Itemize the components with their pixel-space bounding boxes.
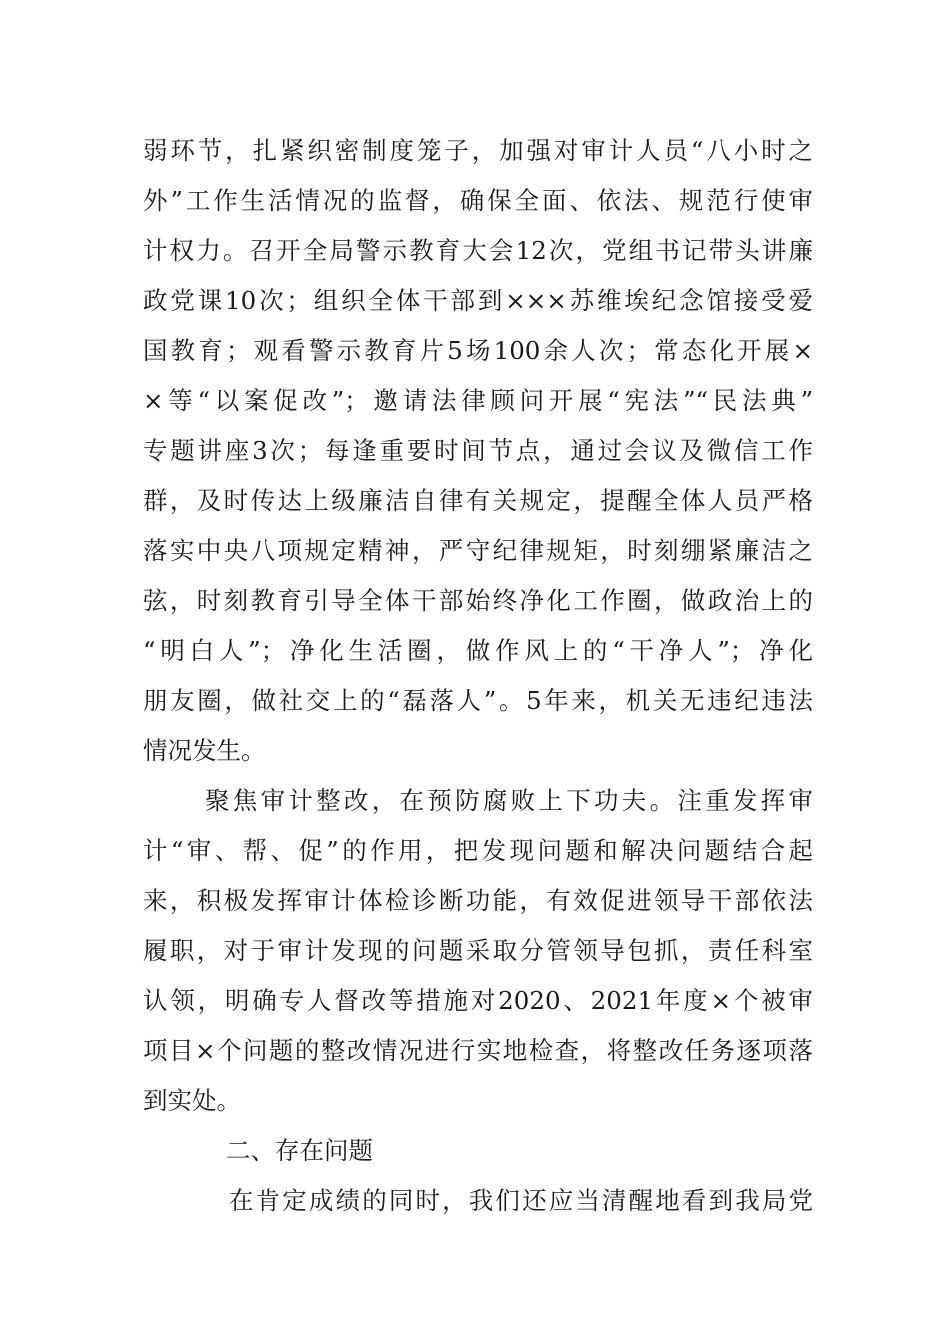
text-line: 政党课10次；组织全体干部到×××苏维埃纪念馆接受爱 bbox=[143, 286, 813, 315]
paragraph-1 bbox=[143, 126, 813, 776]
paragraph-2 bbox=[143, 776, 813, 1126]
text-line: 项目×个问题的整改情况进行实地检查，将整改任务逐项落 bbox=[143, 1036, 813, 1065]
text-line: 认领，明确专人督改等措施对2020、2021年度×个被审 bbox=[143, 986, 813, 1015]
text-line: 履职，对于审计发现的问题采取分管领导包抓，责任科室 bbox=[143, 936, 813, 965]
text-line: 落实中央八项规定精神，严守纪律规矩，时刻绷紧廉洁之 bbox=[143, 536, 813, 565]
text-line: 聚焦审计整改，在预防腐败上下功夫。注重发挥审 bbox=[205, 786, 813, 815]
text-line: 朋友圈，做社交上的“磊落人”。5年来，机关无违纪违法 bbox=[143, 686, 813, 715]
text-line: ×等“以案促改”；邀请法律顾问开展“宪法”“民法典” bbox=[143, 386, 813, 415]
text-line: 计权力。召开全局警示教育大会12次，党组书记带头讲廉 bbox=[143, 236, 813, 265]
heading-text: 二、存在问题 bbox=[226, 1136, 373, 1165]
section-heading bbox=[143, 1126, 813, 1176]
text-line: 弦，时刻教育引导全体干部始终净化工作圈，做政治上的 bbox=[143, 586, 813, 615]
text-line: 国教育；观看警示教育片5场100余人次；常态化开展× bbox=[143, 336, 813, 365]
text-line: 群，及时传达上级廉洁自律有关规定，提醒全体人员严格 bbox=[143, 486, 813, 515]
text-line: 专题讲座3次；每逢重要时间节点，通过会议及微信工作 bbox=[143, 436, 813, 465]
text-line: 弱环节，扎紧织密制度笼子，加强对审计人员“八小时之 bbox=[143, 136, 813, 165]
text-line: 来，积极发挥审计体检诊断功能，有效促进领导干部依法 bbox=[143, 886, 813, 915]
text-line: 情况发生。 bbox=[143, 736, 266, 765]
text-line: 到实处。 bbox=[143, 1086, 241, 1115]
text-line: “明白人”；净化生活圈，做作风上的“干净人”；净化 bbox=[143, 636, 813, 665]
text-line: 计“审、帮、促”的作用，把发现问题和解决问题结合起 bbox=[143, 836, 813, 865]
text-line: 外”工作生活情况的监督，确保全面、依法、规范行使审 bbox=[143, 186, 813, 215]
document-body bbox=[143, 126, 813, 1226]
paragraph-3 bbox=[143, 1176, 813, 1226]
text-line: 在肯定成绩的同时，我们还应当清醒地看到我局党 bbox=[229, 1186, 813, 1215]
